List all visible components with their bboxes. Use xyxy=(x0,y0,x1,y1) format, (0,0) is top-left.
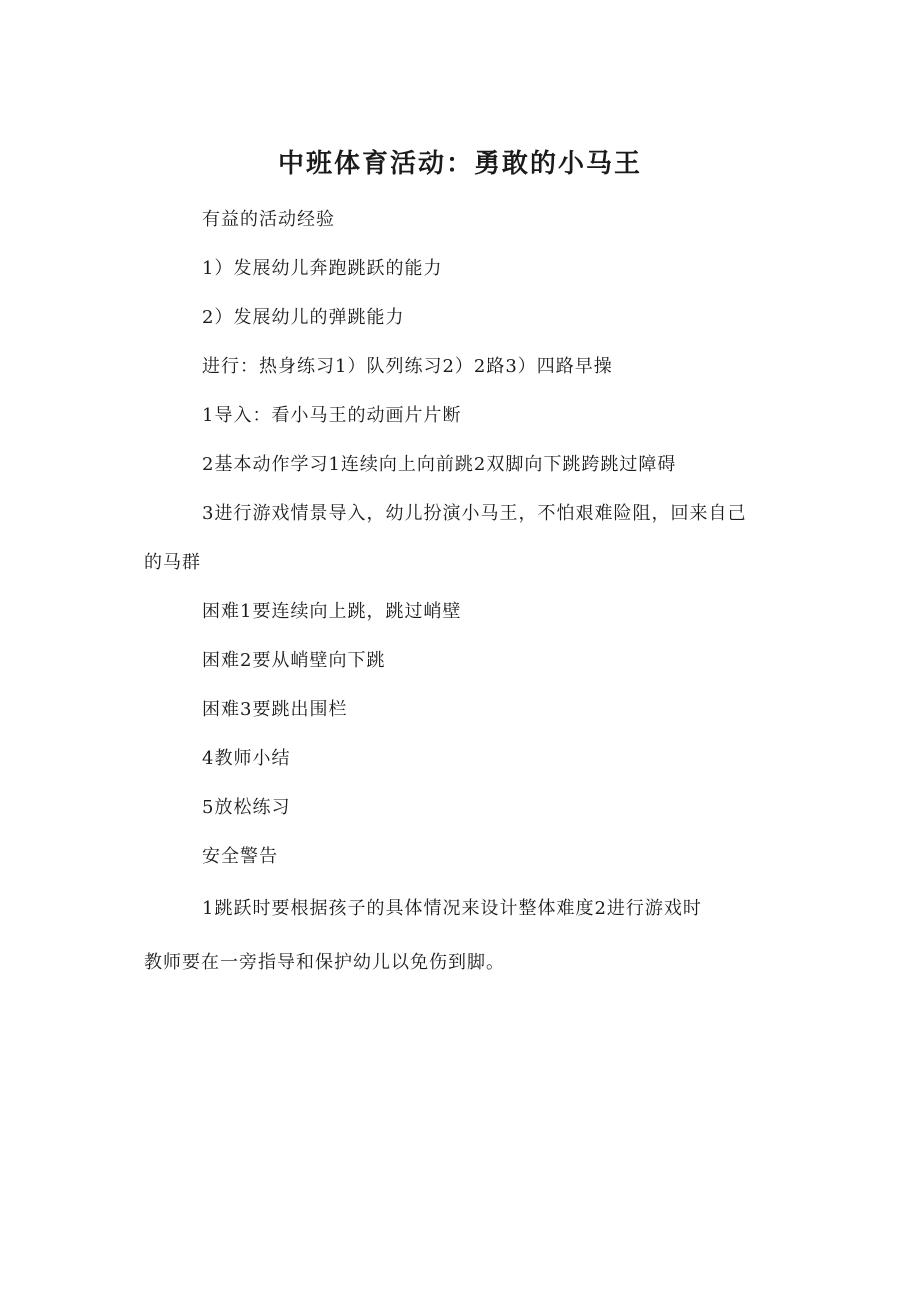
paragraph-line: 2）发展幼儿的弹跳能力 xyxy=(202,307,405,328)
paragraph-line: 1）发展幼儿奔跑跳跃的能力 xyxy=(202,258,443,279)
paragraph-line: 困难2要从峭壁向下跳 xyxy=(202,650,386,671)
paragraph-line: 3进行游戏情景导入，幼儿扮演小马王，不怕艰难险阻，回来自己 xyxy=(202,503,747,524)
paragraph-line: 教师要在一旁指导和保护幼儿以免伤到脚。 xyxy=(144,952,505,973)
paragraph-line: 1导入：看小马王的动画片片断 xyxy=(202,405,462,426)
paragraph-line: 5放松练习 xyxy=(202,797,291,818)
document-title: 中班体育活动：勇敢的小马王 xyxy=(277,149,642,179)
paragraph-line: 有益的活动经验 xyxy=(202,209,335,230)
paragraph-line: 的马群 xyxy=(144,552,201,573)
paragraph-line: 困难3要跳出围栏 xyxy=(202,699,348,720)
paragraph-line: 进行：热身练习1）队列练习2）2路3）四路早操 xyxy=(202,356,613,377)
paragraph-line: 1跳跃时要根据孩子的具体情况来设计整体难度2进行游戏时 xyxy=(202,898,702,919)
paragraph-line: 4教师小结 xyxy=(202,748,291,769)
paragraph-line: 困难1要连续向上跳，跳过峭壁 xyxy=(202,601,462,622)
paragraph-line: 安全警告 xyxy=(202,846,278,867)
paragraph-line: 2基本动作学习1连续向上向前跳2双脚向下跳跨跳过障碍 xyxy=(202,454,677,475)
